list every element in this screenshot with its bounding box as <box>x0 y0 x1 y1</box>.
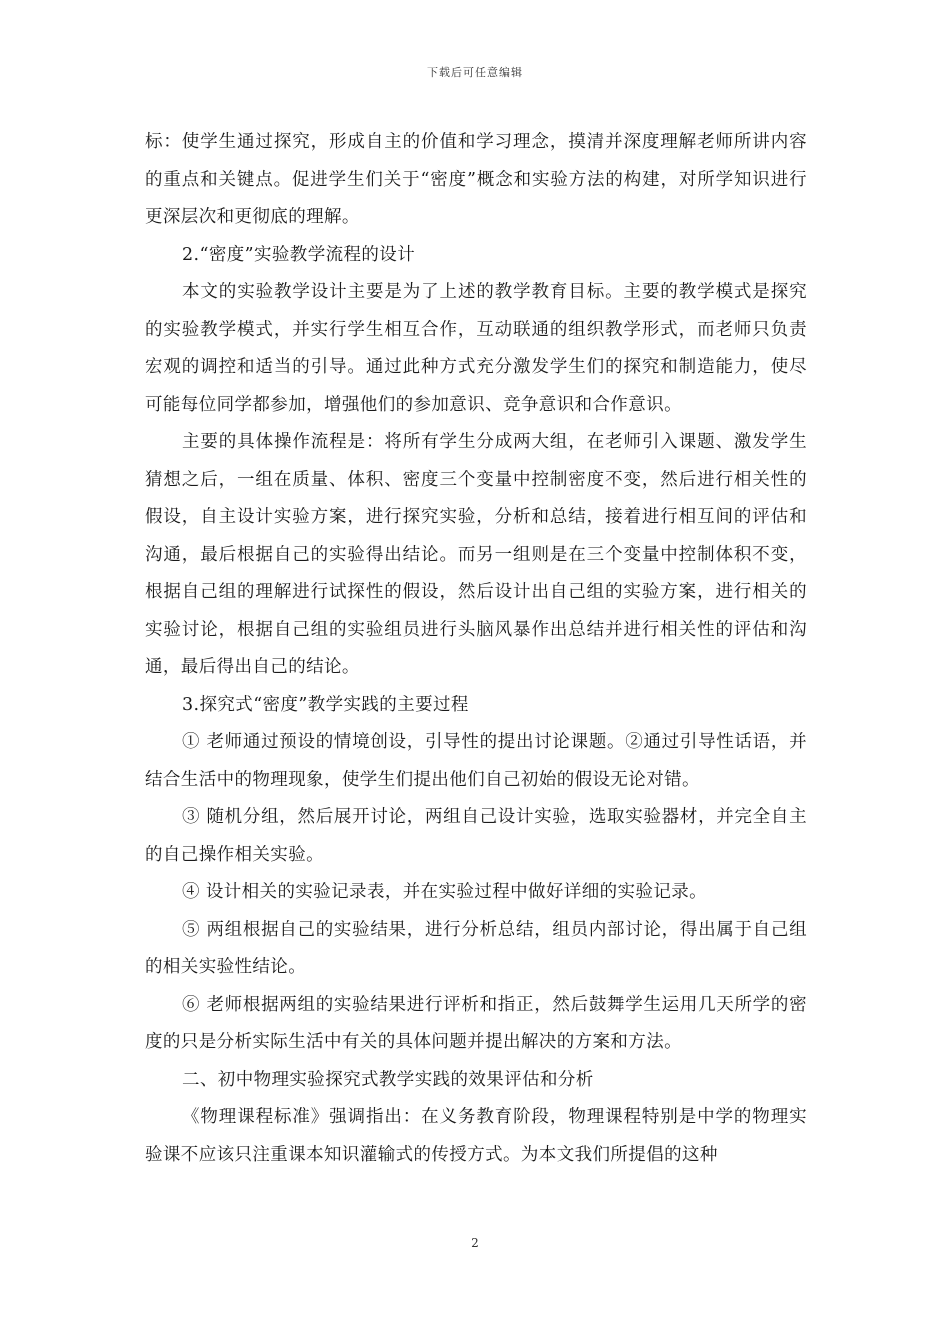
list-item: ① 老师通过预设的情境创设，引导性的提出讨论课题。②通过引导性话语，并结合生活中的物理现象，使学生们提出他们自己初始的假设无论对错。 <box>145 732 807 790</box>
list-item: ⑤ 两组根据自己的实验结果，进行分析总结，组员内部讨论，得出属于自己组的相关实验性结论。 <box>145 919 807 977</box>
list-item: ④ 设计相关的实验记录表，并在实验过程中做好详细的实验记录。 <box>182 882 708 902</box>
paragraph: 本文的实验教学设计主要是为了上述的教学教育目标。主要的教学模式是探究的实验教学模式，并实行学生相互合作，互动联通的组织教学形式，而老师只负责宏观的调控和适当的引导。通过此种方式充分激发学生们的探究和制造能力，使尽可能每位同学都参加，增强他们的参加意识、竞争意识和合作意识。 <box>145 282 807 415</box>
paragraph: 标：使学生通过探究，形成自主的价值和学习理念，摸清并深度理解老师所讲内容的重点和关键点。促进学生们关于“密度”概念和实验方法的构建，对所学知识进行更深层次和更彻底的理解。 <box>145 132 807 227</box>
list-item: ⑥ 老师根据两组的实验结果进行评析和指正，然后鼓舞学生运用几天所学的密度的只是分析实际生活中有关的具体问题并提出解决的方案和方法。 <box>145 994 807 1052</box>
section-heading: 3.探究式“密度”教学实践的主要过程 <box>182 694 469 715</box>
paragraph: 主要的具体操作流程是：将所有学生分成两大组，在老师引入课题、激发学生猜想之后，一组在质量、体积、密度三个变量中控制密度不变，然后进行相关性的假设，自主设计实验方案，进行探究实验，分析和总结，接着进行相互间的评估和沟通，最后根据自己的实验得出结论。而另一组则是在三个变量中控制体积不变，根据自己组的理解进行试探性的假设，然后设计出自己组的实验方案，进行相关的实验讨论，根据自己组的实验组员进行头脑风暴作出总结并进行相关性的评估和沟通，最后得出自己的结论。 <box>145 432 807 677</box>
paragraph: 《物理课程标准》强调指出：在义务教育阶段，物理课程特别是中学的物理实验课不应该只注重课本知识灌输式的传授方式。为本文我们所提倡的这种 <box>145 1107 807 1165</box>
page-number: 2 <box>471 1236 479 1250</box>
section-heading: 2.“密度”实验教学流程的设计 <box>182 244 416 265</box>
page-header: 下载后可任意编辑 <box>427 66 523 79</box>
list-item: ③ 随机分组，然后展开讨论，两组自己设计实验，选取实验器材，并完全自主的自己操作相关实验。 <box>145 807 807 865</box>
document-body <box>145 124 807 1174</box>
section-heading: 二、初中物理实验探究式教学实践的效果评估和分析 <box>182 1069 594 1090</box>
